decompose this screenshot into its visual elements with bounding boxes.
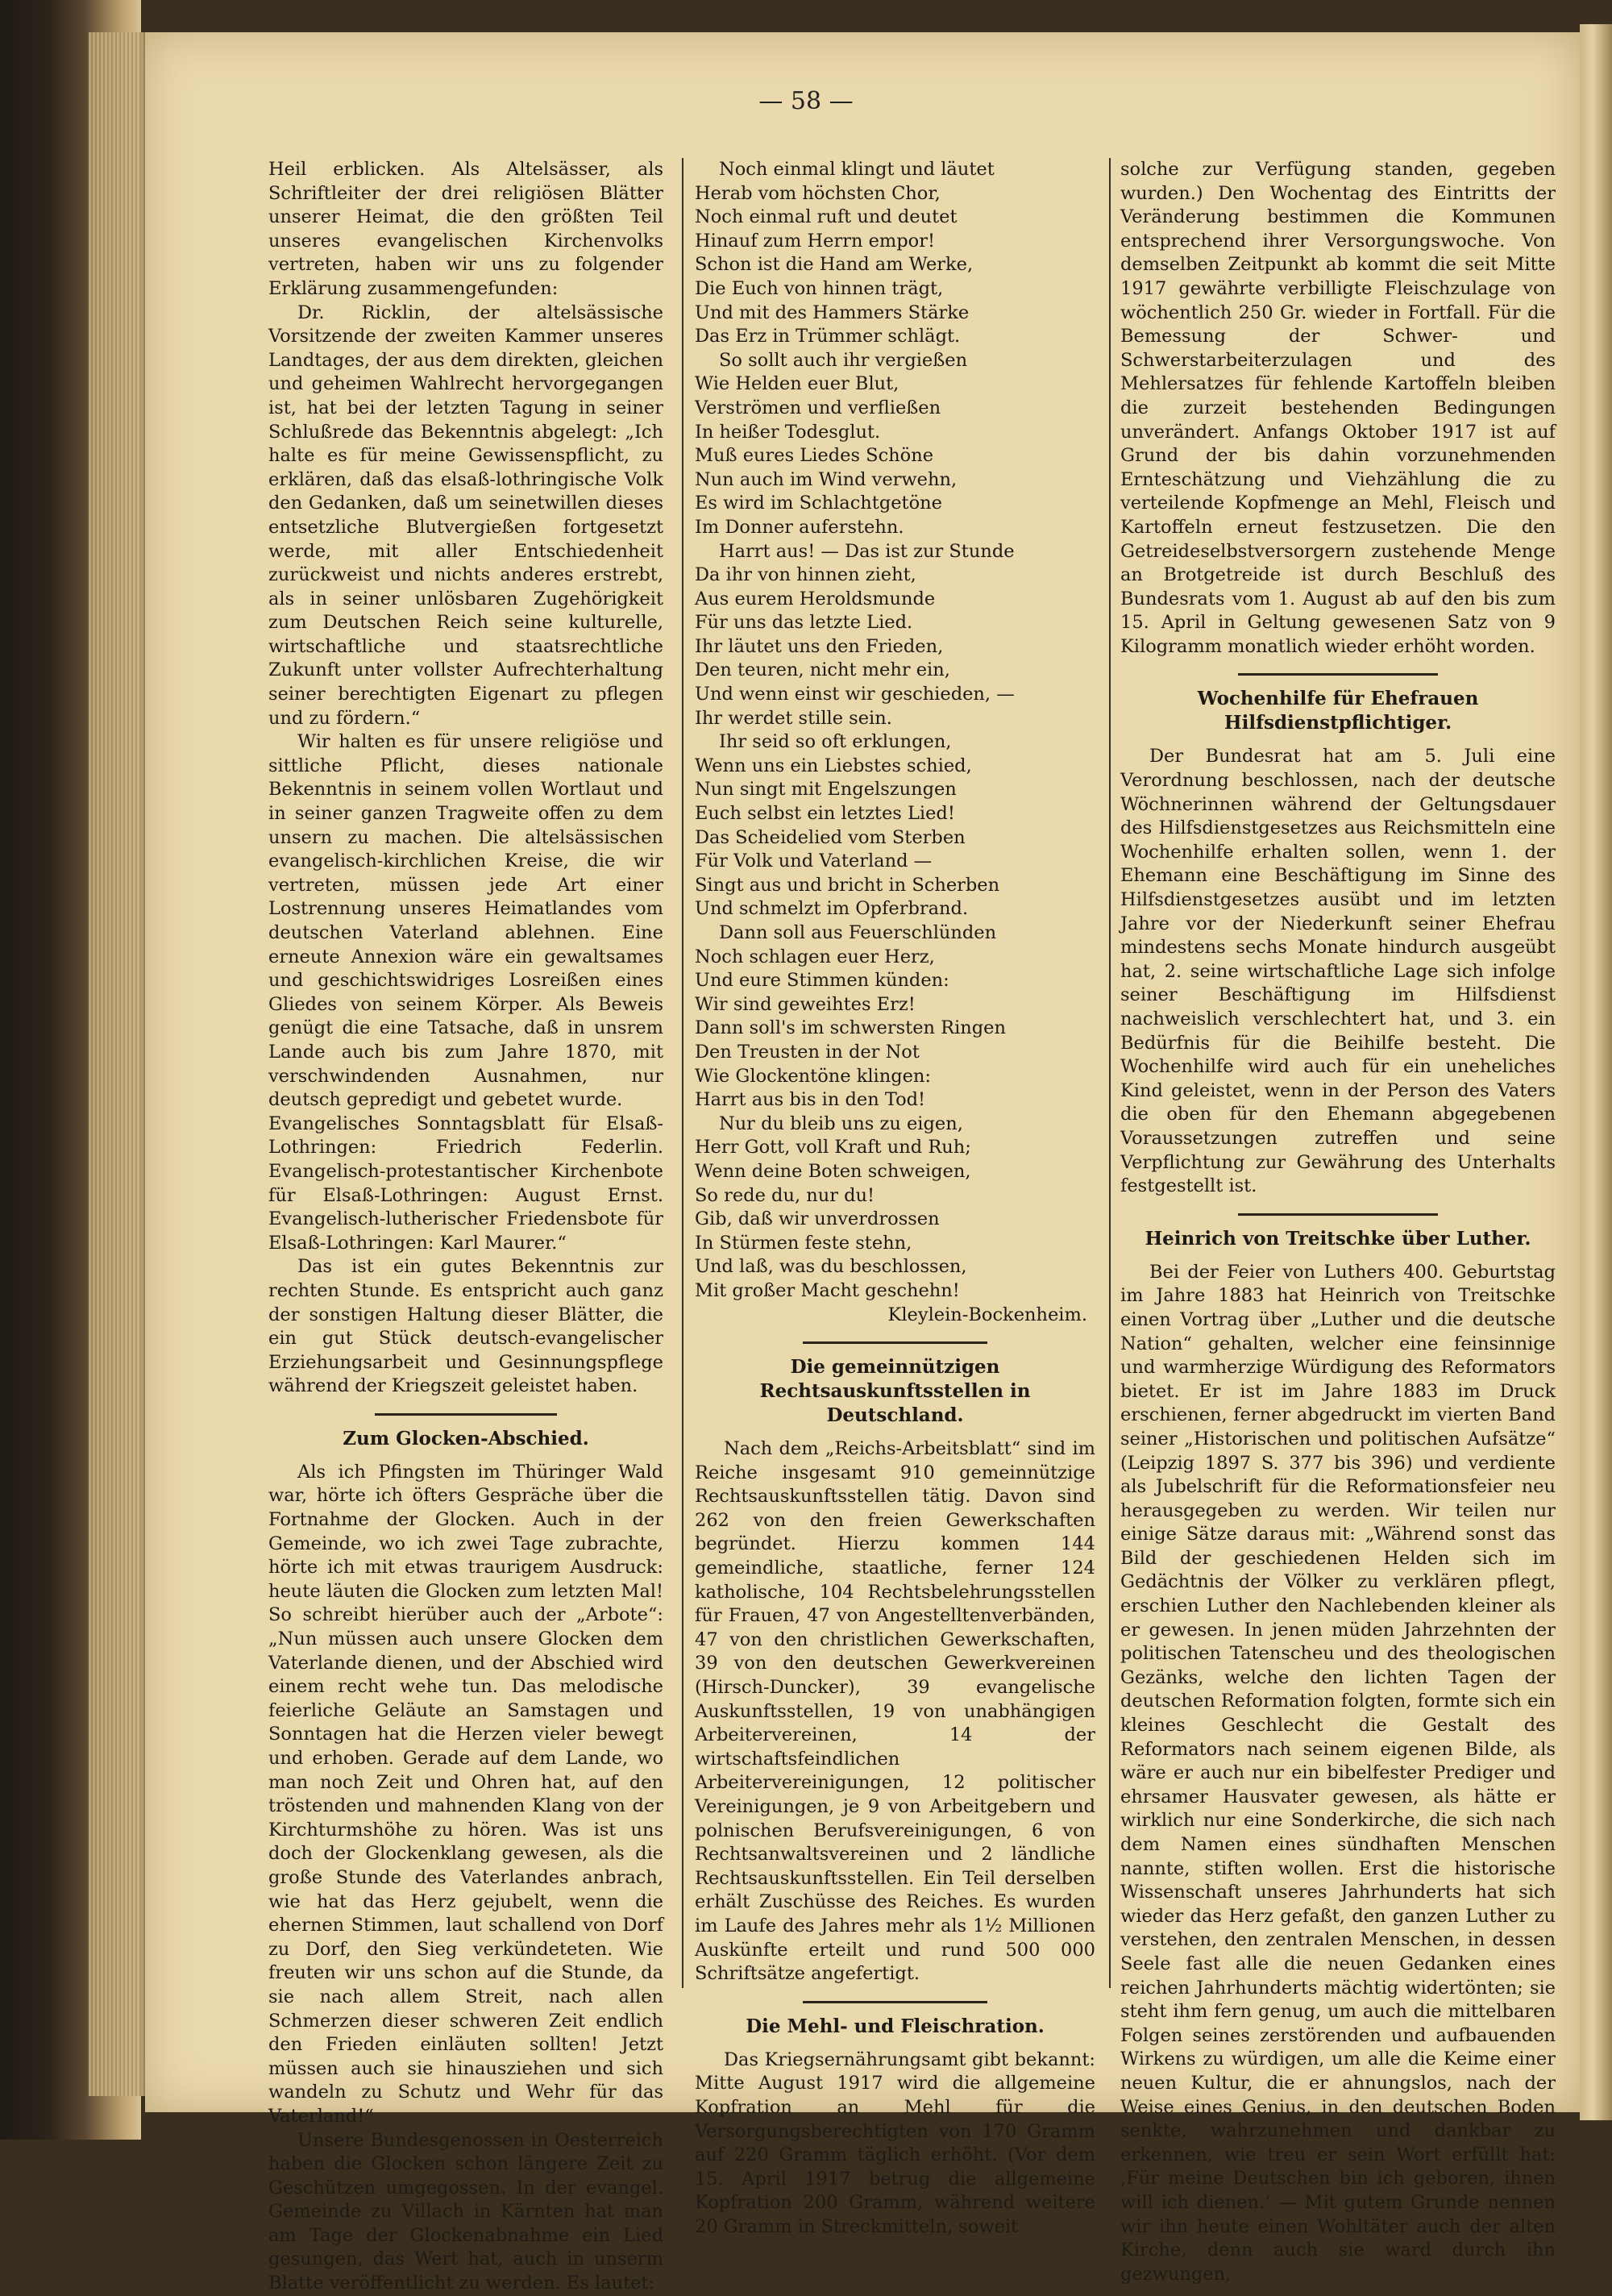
page-number: — 58 — [758,87,854,115]
poem-line: Ihr werdet stille sein. [695,707,892,729]
paragraph: Heil erblicken. Als Altelsässer, als Schriftleiter der drei religiösen Blätter unserer Heimat, die den größten Teil unseres evangelischen Kirchenvolks vertreten, haben wir uns zu folgender Erklärung zusammengefunden: [268,159,663,299]
heading-mehl-fleischration: Die Mehl- und Fleischration. [746,2015,1045,2037]
poem-line: Wir sind geweihtes Erz! [695,993,916,1015]
poem-line: Nun auch im Wind verwehn, [695,468,958,490]
heading-rechtsauskunftsstellen: Die gemeinnützigen Rechtsauskunftsstellen in Deutschland. [759,1356,1031,1427]
poem-line: Aus eurem Heroldsmunde [695,588,936,609]
poem-line: Ihr läutet uns den Frieden, [695,635,944,657]
glocken-poem [695,158,1095,1304]
column-3 [1120,158,1556,2286]
paragraph: Wir halten es für unsere religiöse und sittliche Pflicht, dieses nationale Bekenntnis in seinem vollen Wortlaut und in seiner ganzen Tragweite offen zu dem unsern zu machen. Die altelsässischen evangelisch-kirchlichen Kreise, die wir vertreten, müssen jede Art einer Lostrennung unseres Heimatlandes vom deutschen Vaterland ablehnen. Eine erneute Annexion wäre ein gewaltsames und geschichtswidriges Losreißen eines Gliedes von seinem Körper. Als Beweis genügt die eine Tatsache, daß in unsrem Lande auch bis zum Jahre 1870, mit verschwindenden Ausnahmen, nur deutsch gepredigt und gebetet wurde. [268,731,663,1111]
poem-line: Singt aus und bricht in Scherben [695,874,1000,896]
poem-line: Und schmelzt im Opferbrand. [695,898,969,920]
poem-line: So sollt auch ihr vergießen [719,349,968,371]
heading-glocken-abschied: Zum Glocken-Abschied. [343,1427,589,1450]
poem-line: Noch einmal ruft und deutet [695,206,958,228]
section-rule [1238,1213,1438,1216]
heading-wochenhilfe: Wochenhilfe für Ehefrauen Hilfsdienstpflichtiger. [1197,688,1479,734]
poem-line: Euch selbst ein letztes Lied! [695,803,955,825]
poem-line: Für uns das letzte Lied. [695,612,913,634]
poem-line: Und wenn einst wir geschieden, — [695,684,1015,705]
paragraph: Unsere Bundesgenossen in Oesterreich haben die Glocken schon längere Zeit zu Geschützen umgegossen. In der evangel. Gemeinde zu Villach in Kärnten hat man am Tage der Glockenabnahme ein Lied gesungen, das Wert hat, auch in unserm Blatte veröffentlicht zu werden. Es lautet: [268,2129,663,2294]
poem-line: Noch einmal klingt und läutet [719,159,995,180]
poem-line: Und mit des Hammers Stärke [695,302,970,323]
poem-line: Herr Gott, voll Kraft und Ruh; [695,1137,971,1158]
section-rule [375,1413,556,1416]
poem-line: Gib, daß wir unverdrossen [695,1208,940,1230]
poem-line: Wenn uns ein Liebstes schied, [695,755,972,776]
poem-line: Verströmen und verfließen [695,397,941,418]
paragraph: solche zur Verfügung standen, gegeben wurden.) Den Wochentag des Eintritts der Veränderung bestimmen die Kommunen entsprechend ihrer Versorgungswoche. Von demselben Zeitpunkt ab kommt die seit Mitte 1917 gewährte verbilligte Fleischzulage von wöchentlich 250 Gr. wieder in Fortfall. Für die Bemessung der Schwer- und Schwerstarbeiterzulagen und des Mehlersatzes für fehlende Kartoffeln bleiben die zurzeit bestehenden Bedingungen unverändert. Anfangs Oktober 1917 ist auf Grund der bis dahin vorzunehmenden Ernteschätzung und Viehzählung die zu verteilende Kopfmenge an Mehl, Fleisch und Kartoffeln erneut festzusetzen. Die den Getreideselbstversorgern zustehende Menge an Brotgetreide ist durch Beschluß des Bundesrats vom 1. August ab auf den bis zum 15. April in Geltung gewesenen Satz von 9 Kilogramm monatlich wieder erhöht worden. [1120,159,1556,657]
poem-line: Das Scheidelied vom Sterben [695,826,966,848]
paragraph: Dr. Ricklin, der altelsässische Vorsitzende der zweiten Kammer unseres Landtages, der aus dem direkten, gleichen und geheimen Wahlrecht hervorgegangen ist, hat bei der letzten Tagung in seiner Schlußrede das Bekenntnis abgelegt: „Ich halte es für meine Gewissenspflicht, zu erklären, daß das elsaß-lothringische Volk den Gedanken, daß um seinetwillen dieses entsetzliche Blutvergießen fortgesetzt werde, mit aller Entschiedenheit zurückweist und nichts anderes erstrebt, als in seiner unlösbaren Zugehörigkeit zum Deutschen Reich seine kulturelle, wirtschaftliche und staatsrechtliche Zukunft unter vollster Aufrechterhaltung seiner berechtigten Eigenart zu pflegen und zu fördern.“ [268,302,663,729]
poem-line: Für Volk und Vaterland — [695,851,933,872]
paragraph: Das Kriegsernährungsamt gibt bekannt: Mitte August 1917 wird die allgemeine Kopfration an Mehl für die Versorgungsberechtigten von 170 Gramm auf 220 Gramm täglich erhöht. (Vor dem 15. April 1917 betrug die allgemeine Kopfration 200 Gramm, während weitere 20 Gramm in Streckmitteln, soweit [695,2049,1095,2237]
heading-treitschke-luther: Heinrich von Treitschke über Luther. [1145,1227,1531,1250]
signatories: Evangelisches Sonntagsblatt für Elsaß-Lothringen: Friedrich Federlin. Evangelisch-protestantischer Kirchenbote für Elsaß-Lothringen: August Ernst. Evangelisch-lutherischer Friedensbote für Elsaß-Lothringen: Karl Maurer.“ [268,1113,663,1254]
column-divider-2 [1109,158,1111,1988]
poem-line: Schon ist die Hand am Werke, [695,254,974,276]
poem-line: Den teuren, nicht mehr ein, [695,659,950,681]
poem-line: Mit großer Macht geschehn! [695,1279,960,1301]
poem-line: Ihr seid so oft erklungen, [719,731,952,753]
poem-line: Harrt aus! — Das ist zur Stunde [719,540,1015,562]
poem-line: In Stürmen feste stehn, [695,1232,912,1254]
poem-line: Und laß, was du beschlossen, [695,1256,967,1278]
poem-line: Noch schlagen euer Herz, [695,946,935,967]
poem-line: Es wird im Schlachtgetöne [695,493,942,514]
paragraph: Der Bundesrat hat am 5. Juli eine Verordnung beschlossen, nach der deutsche Wöchnerinnen während der Geltungsdauer des Hilfsdienstgesetzes aus Reichsmitteln eine Wochenhilfe erhalten sollen, wenn 1. der Ehemann eine Beschäftigung im Sinne des Hilfsdienstgesetzes ausübt und im letzten Jahre vor der Niederkunft seiner Ehefrau mindestens sechs Monate hindurch ausgeübt hat, 2. seine wirtschaftliche Lage sich infolge seiner Beschäftigung im Hilfsdienst nachweislich verschlechtert hat, und 3. ein Bedürfnis für die Beihilfe besteht. Die Wochenhilfe wird auch für ein uneheliches Kind geleistet, wenn in der Person des Vaters die oben für den Ehemann abgegebenen Voraussetzungen zutreffen und seine Verpflichtung zur Gewährung des Unterhalts festgestellt ist. [1120,746,1556,1197]
column-2 [695,158,1095,2240]
poem-line: Nur du bleib uns zu eigen, [719,1113,963,1134]
poem-line: Den Treusten in der Not [695,1041,920,1063]
paragraph: Als ich Pfingsten im Thüringer Wald war, hörte ich öfters Gespräche über die Fortnahme der Glocken. Auch in der Gemeinde, wo ich zwei Tage zubrachte, hörte ich mit etwas traurigem Ausdruck: heute läuten die Glocken zum letzten Mal! So schreibt hierüber auch der „Arbote“: „Nun müssen auch unsere Glocken dem Vaterlande dienen, und der Abschied wird einem recht wehe tun. Das melodische feierliche Geläute an Samstagen und Sonntagen hat die Herzen vieler bewegt und erhoben. Gerade auf dem Lande, wo man noch Zeit und Ohren hat, auf den tröstenden und mahnenden Klang von der Kirchturmshöhe zu hören. Was ist uns doch der Glockenklang gewesen, als die große Stunde des Vaterlandes anbrach, wie hat das Herz gejubelt, wenn die ehernen Stimmen, laut schallend von Dorf zu Dorf, den Sieg verkündeteten. Wie freuten wir uns schon auf die Stunde, da sie nach allem Streit, nach allen Schmerzen dieser schweren Zeit endlich den Frieden einläuten sollten! Jetzt müssen auch sie hinausziehen und sich wandeln zu Schutz und Wehr für das Vaterland!“ [268,1461,663,2127]
poem-line: Und eure Stimmen künden: [695,970,949,992]
poem-line: Hinauf zum Herrn empor! [695,230,936,252]
section-rule [1238,673,1438,676]
poem-line: Da ihr von hinnen zieht, [695,564,916,586]
poem-line: Muß eures Liedes Schöne [695,445,934,467]
column-divider-1 [682,158,683,1988]
poem-line: Dann soll aus Feuerschlünden [719,922,997,943]
poem-line: Dann soll's im schwersten Ringen [695,1017,1006,1039]
section-rule [803,2001,987,2003]
paragraph: Nach dem „Reichs-Arbeitsblatt“ sind im Reiche insgesamt 910 gemeinnützige Rechtsauskunftsstellen tätig. Davon sind 262 von den freien Gewerkschaften begründet. Hierzu kommen 144 gemeindliche, staatliche, ferner 124 katholische, 104 Rechtsbelehrungsstellen für Frauen, 47 von Angestelltenverbänden, 47 von den christlichen Gewerkschaften, 39 von den deutschen Gewerkvereinen (Hirsch-Duncker), 39 evangelische Auskunftsstellen, 19 von unabhängigen Arbeitervereinen, 14 der wirtschaftsfeindlichen Arbeitervereinigungen, 12 politischer Vereinigungen, je 9 von Arbeitgebern und polnischen Berufsvereinigungen, 6 von Rechtsanwaltsvereinen und 2 ländliche Rechtsauskunftsstellen. Ein Teil derselben erhält Zuschüsse des Reiches. Es wurden im Laufe des Jahres mehr als 1½ Millionen Auskünfte erteilt und rund 500 000 Schriftsätze angefertigt. [695,1438,1095,1985]
poem-line: Herab vom höchsten Chor, [695,182,941,204]
paragraph: Bei der Feier von Luthers 400. Geburtstag im Jahre 1883 hat Heinrich von Treitschke einen Vortrag über „Luther und die deutsche Nation“ gehalten, welcher eine feinsinnige und warmherzige Würdigung des Reformators bietet. Er ist im Jahre 1883 im Druck erschienen, ferner abgedruckt im vierten Band seiner „Historischen und politischen Aufsätze“ (Leipzig 1897 S. 377 bis 396) und verdiente als Jubelschrift für die Reformationsfeier neu herausgegeben zu werden. Wir teilen nur einige Sätze daraus mit: „Während sonst das Bild der geschiedenen Helden sich im Gedächtnis der Völker zu verklären pflegt, erschien Luther den Nachlebenden kleiner als er gewesen. In jenen müden Jahrzehnten der politischen Tatenscheu und des theologischen Gezänks, welche den lichten Tagen der deutschen Reformation folgten, formte sich ein kleines Geschlecht die Gestalt des Reformators nach seinem eigenen Bilde, als wäre er auch nur ein bibelfester Prediger und ehrsamer Hausvater gewesen, als hätte er wirklich nur eine Sonderkirche, die sich nach dem Namen eines sündhaften Menschen nannte, stiften wollen. Erst die historische Wissenschaft unseres Jahrhunderts hat sich wieder das Herz gefaßt, den ganzen Luther zu verstehen, den zentralen Menschen, in dessen Seele fast alle die neuen Gedanken eines reichen Jahrhunderts mächtig widertönten; sie steht ihm fern genug, um auch die mittelbaren Folgen seines zerstörenden und aufbauenden Wirkens zu würdigen, um alle die Keime einer neuen Kultur, die er ahnungslos, nach der Weise eines Genius, in den deutschen Boden senkte, wahrzunehmen und dankbar zu erkennen, wie treu er sein Wort erfüllt hat: ‚Für meine Deutschen bin ich geboren, ihnen will ich dienen.‘ — Mit gutem Grunde nennen wir ihn heute einen Wohltäter auch der alten Kirche, denn auch sie ward durch ihn gezwungen, [1120,1261,1556,2285]
poem-line: Die Euch von hinnen trägt, [695,277,944,299]
poem-line: Wie Glockentöne klingen: [695,1065,932,1087]
poem-line: Im Donner auferstehn. [695,516,904,538]
poem-line: Wie Helden euer Blut, [695,373,899,395]
column-1 [268,158,663,2296]
poem-line: So rede du, nur du! [695,1184,875,1206]
poem-line: In heißer Todesglut. [695,421,881,443]
paragraph: Das ist ein gutes Bekenntnis zur rechten Stunde. Es entspricht auch ganz der sonstigen Haltung dieser Blätter, die ein gut Stück deutsch-evangelischer Erziehungsarbeit und Gesinnungspflege während der Kriegszeit geleistet haben. [268,1256,663,1397]
poem-line: Das Erz in Trümmer schlägt. [695,326,961,347]
poem-signature: Kleylein-Bockenheim. [887,1304,1087,1325]
poem-line: Wenn deine Boten schweigen, [695,1160,971,1182]
facing-page-edge [1580,24,1612,2120]
page-stack-edge [89,32,153,2096]
section-rule [803,1341,987,1344]
poem-line: Harrt aus bis in den Tod! [695,1089,926,1111]
poem-line: Nun singt mit Engelszungen [695,779,957,801]
